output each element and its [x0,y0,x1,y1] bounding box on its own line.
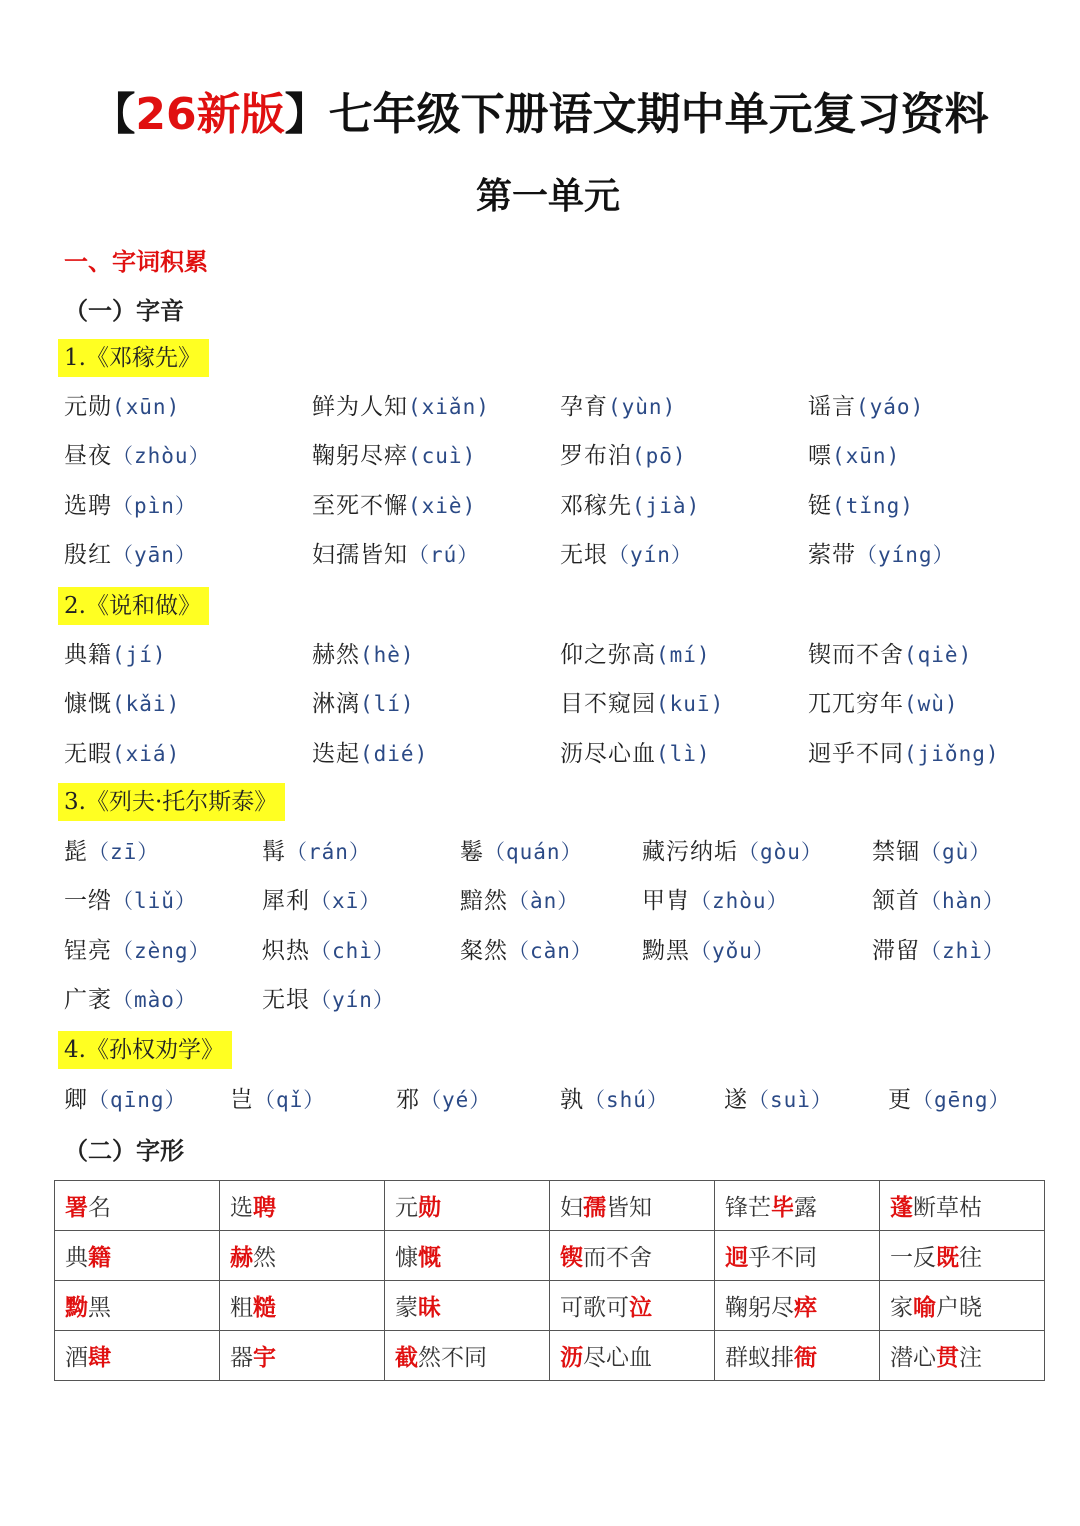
word: 兀兀穷年 [808,691,904,718]
table-row [55,1181,1045,1231]
table-cell [715,1181,880,1231]
word: 目不窥园 [560,691,656,718]
word: 至死不懈 [312,492,408,519]
word: 邓稼先 [560,492,632,519]
pinyin: （chì） [310,938,395,963]
pronunciation-item [560,436,687,476]
highlighted-char: 沥 [560,1344,583,1371]
lesson-label: 3.《列夫·托尔斯泰》 [58,783,285,821]
highlighted-char: 肆 [88,1344,111,1371]
pinyin: （xī） [310,889,382,914]
pronunciation-item [642,881,789,921]
pronunciation-row [0,931,1080,971]
title-main: 七年级下册语文期中单元复习资料 [328,89,989,140]
word: 孕育 [560,394,608,420]
highlighted-char: 泣 [629,1294,652,1321]
pronunciation-item [64,881,197,921]
pinyin: （yín） [608,543,693,568]
pronunciation-item [312,535,479,575]
pinyin: （liǔ） [112,889,197,914]
word-part: 尽心血 [583,1345,652,1371]
pronunciation-item [64,980,197,1020]
word-part: 家 [890,1295,913,1321]
pinyin: （pìn） [112,493,197,518]
word-part: 蒙 [395,1295,418,1321]
word-part: 酒 [65,1345,88,1371]
pronunciation-item [312,684,415,724]
word: 淋漓 [312,691,360,718]
highlighted-char: 籍 [88,1244,111,1271]
word-part: 群蚁排 [725,1345,794,1371]
word: 锲而不舍 [808,642,904,668]
pinyin: （qǐ） [254,1088,326,1112]
pinyin: （zī） [88,840,160,864]
table-cell [550,1331,715,1381]
word: 滞留 [872,937,920,964]
highlighted-char: 赫 [230,1244,253,1271]
pronunciation-item [808,535,955,575]
word: 甲胄 [642,888,690,915]
word: 犀利 [262,888,310,915]
word: 妇孺皆知 [312,542,408,569]
pinyin: （rú） [408,543,480,568]
word: 仰之弥高 [560,642,656,668]
pinyin: (cuì) [408,444,477,469]
word-part: 然 [253,1245,276,1271]
pinyin: (qiè) [904,643,973,667]
pronunciation-item [808,436,900,476]
highlighted-char: 孺 [583,1194,606,1221]
word-part: 潜心 [890,1345,936,1371]
highlighted-char: 糙 [253,1294,276,1321]
pinyin: （rán） [286,840,371,864]
table-cell [55,1331,220,1381]
pinyin: (dié) [360,741,429,766]
word: 赫然 [312,642,360,668]
word: 卿 [64,1087,88,1113]
subsection-pronunciation: （一）字音 [64,296,184,325]
pinyin: （yān） [112,543,197,568]
word-part: 可歌可 [560,1295,629,1321]
pronunciation-item [642,931,775,971]
pronunciation-item [872,881,1005,921]
table-cell [55,1181,220,1231]
pinyin: (wù) [904,692,959,717]
pinyin: （zèng） [112,938,211,963]
pronunciation-item [560,387,676,427]
pinyin: （zhòu） [690,889,789,914]
pronunciation-item [64,436,211,476]
pronunciation-item [872,832,991,872]
pinyin: （yín） [310,988,395,1013]
pronunciation-item [262,832,371,872]
pinyin: (lí) [360,692,415,717]
word: 铤 [808,492,832,519]
table-cell [715,1281,880,1331]
pronunciation-item [560,1080,669,1120]
table-cell [550,1281,715,1331]
highlighted-char: 贯 [936,1344,959,1371]
pronunciation-item [560,734,711,774]
pronunciation-row [0,832,1080,872]
pinyin: (jià) [632,493,701,518]
pinyin: （càn） [508,938,593,963]
pronunciation-item [312,436,476,476]
pronunciation-item [64,635,167,675]
word: 藏污纳垢 [642,839,738,865]
word: 昼夜 [64,443,112,470]
word: 更 [888,1087,912,1113]
pronunciation-row [0,684,1080,724]
pronunciation-item [312,387,490,427]
pronunciation-item [642,832,823,872]
pinyin: (xiǎn) [408,395,490,419]
table-cell [880,1331,1045,1381]
pronunciation-item [262,881,381,921]
word: 迭起 [312,740,360,767]
word: 邪 [396,1087,420,1113]
pronunciation-item [64,387,180,427]
pronunciation-item [808,734,1000,774]
pronunciation-row [0,387,1080,427]
pronunciation-item [888,1080,1011,1120]
word: 沥尽心血 [560,740,656,767]
word: 罗布泊 [560,443,632,470]
table-cell [220,1181,385,1231]
pinyin: （suì） [748,1088,833,1112]
word-part: 黑 [88,1295,111,1321]
table-row [55,1331,1045,1381]
subsection-glyph: （二）字形 [64,1136,184,1165]
pinyin: (kuī) [656,692,725,717]
word-part: 乎不同 [748,1245,817,1271]
word: 禁锢 [872,839,920,865]
pinyin: (mí) [656,643,711,667]
pinyin: （àn） [508,889,580,914]
table-cell [880,1231,1045,1281]
word: 迥乎不同 [808,740,904,767]
word-part: 典 [65,1245,88,1271]
word-part: 注 [959,1345,982,1371]
word: 嘌 [808,443,832,470]
pronunciation-item [808,387,924,427]
pinyin: (jí) [112,643,167,667]
pinyin: (xūn) [832,444,901,469]
pinyin: （shú） [584,1088,669,1112]
table-cell [715,1331,880,1381]
pinyin: （qīng） [88,1088,187,1112]
pinyin: (kǎi) [112,692,181,717]
pronunciation-item [460,881,579,921]
highlighted-char: 蓬 [890,1194,913,1221]
table-cell [880,1281,1045,1331]
word: 孰 [560,1087,584,1113]
word: 鞠躬尽瘁 [312,443,408,470]
pronunciation-item [560,535,693,575]
word: 炽热 [262,937,310,964]
pronunciation-item [64,684,180,724]
pronunciation-item [262,931,395,971]
pronunciation-row [0,1080,1080,1120]
table-cell [55,1231,220,1281]
pronunciation-item [262,980,395,1020]
pronunciation-row [0,635,1080,675]
highlighted-char: 迥 [725,1244,748,1271]
pinyin: (xiè) [408,493,477,518]
word: 无垠 [262,987,310,1014]
table-row [55,1231,1045,1281]
pronunciation-row [0,980,1080,1020]
title-bracket-right: 】 [284,89,329,140]
word: 黯然 [460,888,508,915]
word-part: 皆知 [606,1195,652,1221]
table-cell [220,1331,385,1381]
table-row [55,1281,1045,1331]
word: 鬈 [460,839,484,865]
highlighted-char: 署 [65,1194,88,1221]
highlighted-char: 勋 [418,1194,441,1221]
pronunciation-item [64,931,211,971]
pronunciation-row [0,881,1080,921]
highlighted-char: 聘 [253,1194,276,1221]
word-part: 妇 [560,1195,583,1221]
word-part: 粗 [230,1295,253,1321]
document-title [0,78,1080,142]
word-part: 慷 [395,1245,418,1271]
word-part: 往 [959,1245,982,1271]
word: 颔首 [872,888,920,915]
word: 锃亮 [64,937,112,964]
word-part: 户晓 [936,1295,982,1321]
table-cell [550,1181,715,1231]
word-part: 器 [230,1345,253,1371]
pinyin: （quán） [484,840,583,864]
glyph-table [54,1180,1045,1381]
table-cell [880,1181,1045,1231]
word-part: 鞠躬尽 [725,1295,794,1321]
pronunciation-item [560,684,724,724]
pronunciation-item [312,734,428,774]
section-heading: 一、字词积累 [64,247,208,276]
pinyin: (tǐng) [832,493,914,518]
pronunciation-item [460,832,583,872]
pronunciation-row [0,486,1080,526]
pinyin: (hè) [360,643,415,667]
word-part: 而不舍 [583,1245,652,1271]
word: 岂 [230,1087,254,1113]
table-cell [550,1231,715,1281]
word: 髭 [64,839,88,865]
table-cell [385,1181,550,1231]
pinyin: （zhì） [920,938,1005,963]
pronunciation-item [560,635,711,675]
word: 粲然 [460,937,508,964]
pinyin: (pō) [632,444,687,469]
pinyin: （yíng） [856,543,955,568]
word: 谣言 [808,394,856,420]
word-part: 露 [794,1195,817,1221]
word-part: 断草枯 [913,1195,982,1221]
word: 一绺 [64,888,112,915]
table-cell [385,1331,550,1381]
pinyin: （hàn） [920,889,1005,914]
pronunciation-item [460,931,593,971]
pinyin: （gēng） [912,1088,1011,1112]
pronunciation-item [872,931,1005,971]
highlighted-char: 瘁 [794,1294,817,1321]
pronunciation-item [64,535,197,575]
word-part: 元 [395,1195,418,1221]
word-part: 一反 [890,1245,936,1271]
pinyin: （mào） [112,988,197,1013]
pinyin: (xiá) [112,741,181,766]
word: 慷慨 [64,691,112,718]
highlighted-char: 宇 [253,1344,276,1371]
title-edition: 26新版 [135,89,285,140]
highlighted-char: 毕 [771,1194,794,1221]
highlighted-char: 慨 [418,1244,441,1271]
word: 典籍 [64,642,112,668]
title-bracket-left: 【 [91,89,136,140]
word: 选聘 [64,492,112,519]
word: 遂 [724,1087,748,1113]
pronunciation-item [396,1080,491,1120]
word: 无垠 [560,542,608,569]
highlighted-char: 截 [395,1344,418,1371]
highlighted-char: 黝 [65,1294,88,1321]
pronunciation-item [312,635,415,675]
word: 广袤 [64,987,112,1014]
pinyin: (jiǒng) [904,741,1000,766]
pronunciation-item [312,486,476,526]
table-cell [715,1231,880,1281]
table-cell [385,1231,550,1281]
word: 元勋 [64,394,112,420]
highlighted-char: 喻 [913,1294,936,1321]
pronunciation-item [64,734,180,774]
table-cell [385,1281,550,1331]
lesson-label: 4.《孙权劝学》 [58,1031,232,1069]
word: 无暇 [64,740,112,767]
word-part: 锋芒 [725,1195,771,1221]
pronunciation-item [560,486,700,526]
pinyin: （yé） [420,1088,492,1112]
pinyin: (lì) [656,741,711,766]
pronunciation-row [0,734,1080,774]
pinyin: （zhòu） [112,444,211,469]
pinyin: (xūn) [112,395,181,419]
highlighted-char: 既 [936,1244,959,1271]
pronunciation-item [64,832,159,872]
word: 髯 [262,839,286,865]
pronunciation-row [0,436,1080,476]
word-part: 选 [230,1195,253,1221]
pinyin: （yǒu） [690,938,775,963]
table-cell [55,1281,220,1331]
lesson-label: 1.《邓稼先》 [58,339,209,377]
word: 鲜为人知 [312,394,408,420]
pronunciation-item [808,684,959,724]
highlighted-char: 昧 [418,1294,441,1321]
word: 萦带 [808,542,856,569]
unit-heading: 第一单元 [475,175,620,217]
word: 殷红 [64,542,112,569]
pronunciation-item [64,486,197,526]
pinyin: （gòu） [738,840,823,864]
pinyin: (yáo) [856,395,925,419]
pronunciation-item [724,1080,833,1120]
highlighted-char: 锲 [560,1244,583,1271]
word-part: 名 [88,1195,111,1221]
pinyin: （gù） [920,840,992,864]
pronunciation-item [64,1080,187,1120]
word: 黝黑 [642,937,690,964]
word-part: 然不同 [418,1345,487,1371]
pronunciation-item [230,1080,325,1120]
highlighted-char: 衙 [794,1344,817,1371]
table-cell [220,1231,385,1281]
pronunciation-item [808,486,914,526]
pronunciation-row [0,535,1080,575]
pronunciation-item [808,635,972,675]
lesson-label: 2.《说和做》 [58,587,209,625]
table-cell [220,1281,385,1331]
pinyin: (yùn) [608,395,677,419]
